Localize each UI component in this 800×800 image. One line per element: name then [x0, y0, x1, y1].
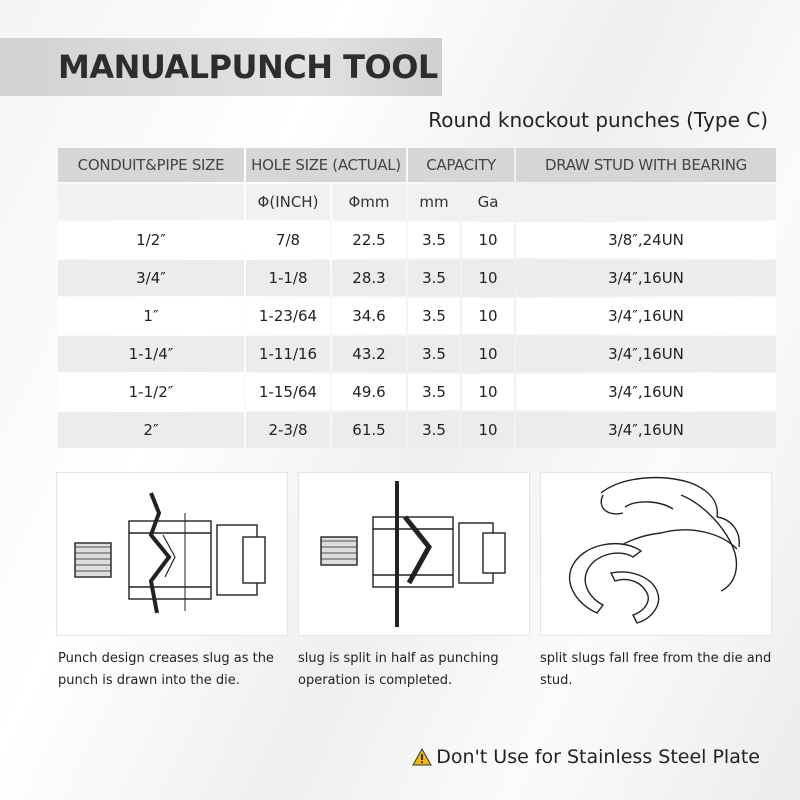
- table-cell: 34.6: [332, 298, 406, 334]
- table-header-row: [58, 148, 776, 182]
- punch-crease-illustration: [57, 473, 287, 635]
- header-draw-stud: DRAW STUD WITH BEARING: [516, 148, 776, 182]
- table-cell: 49.6: [332, 374, 406, 410]
- table-cell: 1-1/8: [246, 260, 330, 296]
- table-cell: 10: [462, 412, 514, 448]
- table-cell: 3.5: [408, 260, 460, 296]
- warning-triangle-icon: [412, 748, 432, 766]
- illustration-panel: [540, 472, 772, 636]
- table-cell: 10: [462, 222, 514, 258]
- slug-split-illustration: [299, 473, 529, 635]
- table-cell: 10: [462, 298, 514, 334]
- table-row: [58, 336, 776, 372]
- table-cell: 61.5: [332, 412, 406, 448]
- table-cell: 10: [462, 374, 514, 410]
- table-row: [58, 222, 776, 258]
- table-cell: 3.5: [408, 298, 460, 334]
- subheader-inch: Φ(INCH): [246, 184, 330, 220]
- illustration-panel: [56, 472, 288, 636]
- subheader-capacity-mm: mm: [408, 184, 460, 220]
- table-cell: 1-23/64: [246, 298, 330, 334]
- table-cell: 3.5: [408, 374, 460, 410]
- table-cell: 22.5: [332, 222, 406, 258]
- table-cell: 1-1/2″: [58, 374, 244, 410]
- table-cell: 1-1/4″: [58, 336, 244, 372]
- header-capacity: CAPACITY: [408, 148, 514, 182]
- title-banner: [0, 38, 442, 96]
- table-cell: 3/4″,16UN: [516, 298, 776, 334]
- page-title: MANUALPUNCH TOOL: [58, 48, 438, 86]
- table-row: [58, 260, 776, 296]
- subheader-capacity-ga: Ga: [462, 184, 514, 220]
- warning-text: Don't Use for Stainless Steel Plate: [436, 746, 760, 768]
- table-cell: 3.5: [408, 412, 460, 448]
- table-cell: 3.5: [408, 222, 460, 258]
- subheader-cell: [516, 184, 776, 220]
- table-cell: 10: [462, 336, 514, 372]
- illustration-caption: Punch design creases slug as the punch is drawn into the die.: [58, 651, 274, 688]
- table-row: [58, 374, 776, 410]
- table-row: [58, 298, 776, 334]
- table-cell: 10: [462, 260, 514, 296]
- header-conduit-size: CONDUIT&PIPE SIZE: [58, 148, 244, 182]
- table-cell: 1″: [58, 298, 244, 334]
- illustration-caption: slug is split in half as punching operation is completed.: [298, 651, 499, 688]
- subheader-mm: Φmm: [332, 184, 406, 220]
- table-cell: 3/4″,16UN: [516, 260, 776, 296]
- table-cell: 2″: [58, 412, 244, 448]
- page-subtitle: Round knockout punches (Type C): [428, 108, 768, 132]
- illustration-panel: [298, 472, 530, 636]
- table-row: [58, 412, 776, 448]
- table-subheader-row: [58, 184, 776, 220]
- illustration-caption: split slugs fall free from the die and stud.: [540, 651, 772, 688]
- table-cell: 1-11/16: [246, 336, 330, 372]
- table-cell: 3/4″,16UN: [516, 412, 776, 448]
- table-cell: 43.2: [332, 336, 406, 372]
- table-cell: 3/8″,24UN: [516, 222, 776, 258]
- warning-notice: [412, 746, 760, 768]
- table-cell: 1-15/64: [246, 374, 330, 410]
- slug-fall-illustration: [541, 473, 771, 635]
- table-cell: 2-3/8: [246, 412, 330, 448]
- table-cell: 1/2″: [58, 222, 244, 258]
- table-cell: 3/4″,16UN: [516, 336, 776, 372]
- table-cell: 3.5: [408, 336, 460, 372]
- subheader-cell: [58, 184, 244, 220]
- spec-table: [56, 146, 778, 450]
- table-cell: 28.3: [332, 260, 406, 296]
- table-cell: 7/8: [246, 222, 330, 258]
- header-hole-size: HOLE SIZE (ACTUAL): [246, 148, 406, 182]
- table-cell: 3/4″: [58, 260, 244, 296]
- table-cell: 3/4″,16UN: [516, 374, 776, 410]
